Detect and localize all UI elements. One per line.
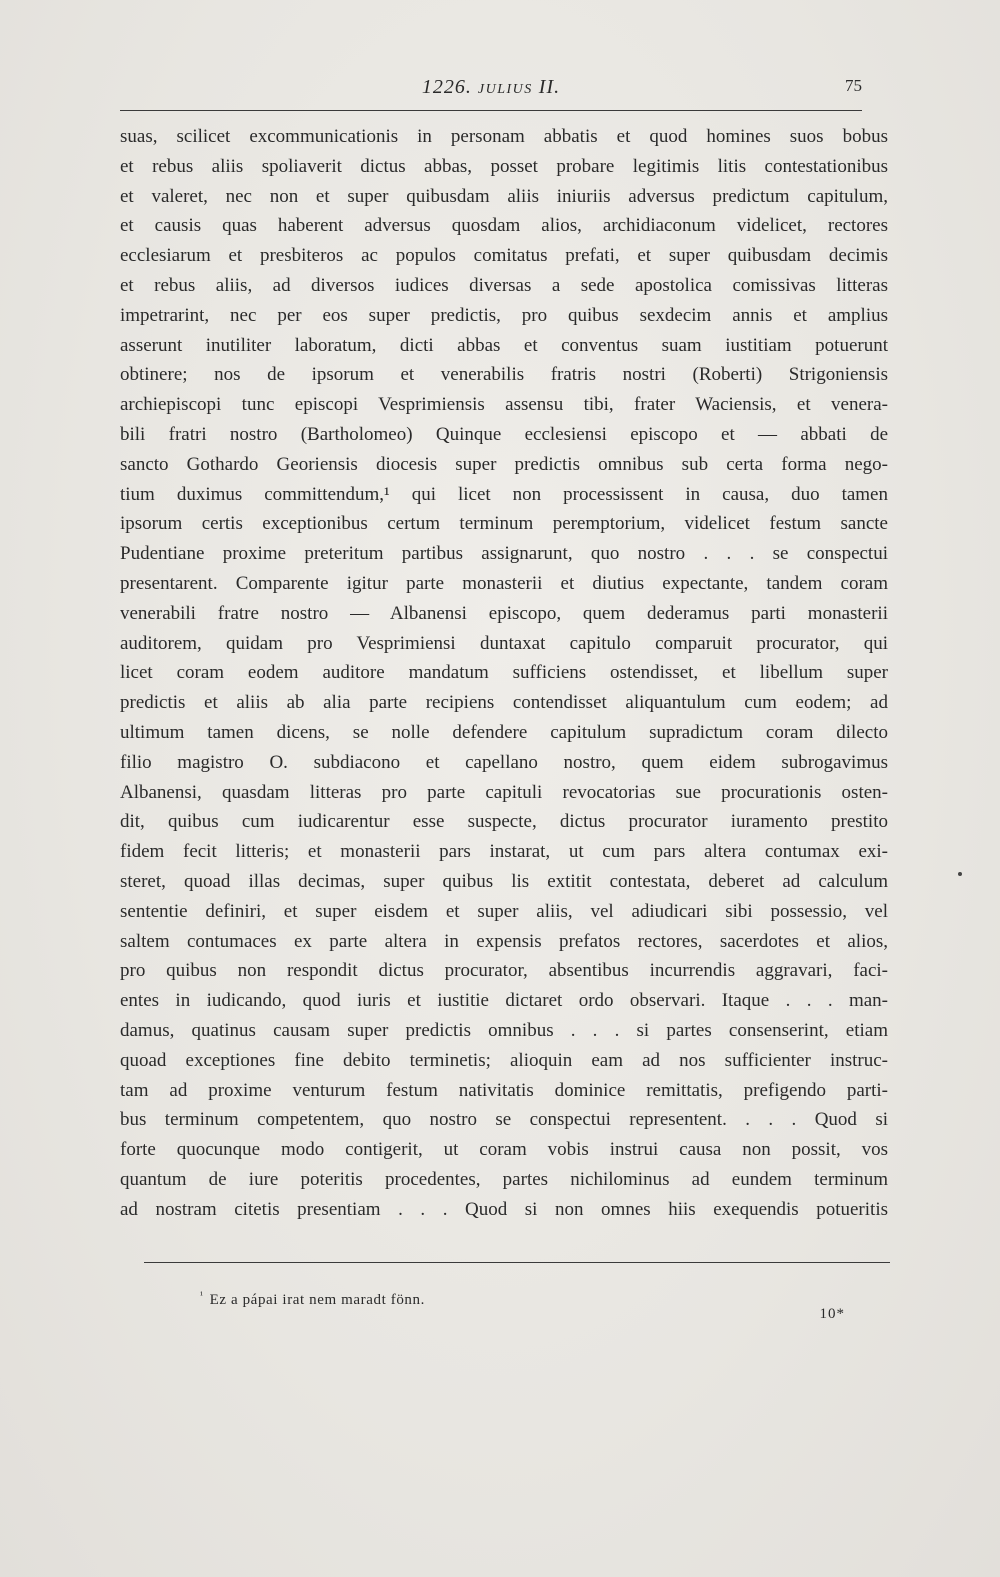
running-title [120, 76, 862, 99]
text-line: bili fratri nostro (Bartholomeo) Quinque ecclesiensi episcopo et — abbati de [120, 423, 888, 445]
body-text [120, 122, 888, 1224]
text-line: sancto Gothardo Georiensis diocesis super predictis omnibus sub certa forma nego- [120, 453, 888, 475]
text-line: quantum de iure poteritis procedentes, partes nichilominus ad eundem terminum [120, 1168, 888, 1190]
text-line: entes in iudicando, quod iuris et iustitie dictaret ordo observari. Itaque . . . man- [120, 990, 888, 1012]
text-line: ultimum tamen dicens, se nolle defendere capitulum supradictum coram dilecto [120, 721, 888, 743]
text-line: quoad exceptiones fine debito terminetis; alioquin eam ad nos sufficienter instruc- [120, 1049, 888, 1071]
text-line: predictis et aliis ab alia parte recipiens contendisset aliquantulum cum eodem; ad [120, 692, 888, 714]
footnote [200, 1290, 425, 1309]
text-line: presentarent. Comparente igitur parte monasterii et diutius expectante, tandem coram [120, 572, 888, 594]
text-line: Albanensi, quasdam litteras pro parte capituli revocatorias sue procurationis osten- [120, 781, 888, 803]
text-line: obtinere; nos de ipsorum et venerabilis fratris nostri (Roberti) Strigoniensis [120, 364, 888, 386]
header-month: JULIUS [477, 82, 533, 97]
text-line: impetrarint, nec per eos super predictis, pro quibus sexdecim annis et amplius [120, 304, 888, 326]
text-line: dit, quibus cum iudicarentur esse suspecte, dictus procurator iuramento prestito [120, 811, 888, 833]
text-line: ecclesiarum et presbiteros ac populos comitatus prefati, et super quibusdam decimis [120, 245, 888, 267]
header-roman: II. [538, 76, 561, 98]
text-line: forte quocunque modo contigerit, ut coram vobis instrui causa non possit, vos [120, 1139, 888, 1161]
text-line: ipsorum certis exceptionibus certum terminum peremptorium, videlicet festum sancte [120, 513, 888, 535]
text-line: et rebus aliis, ad diversos iudices diversas a sede apostolica comissivas litteras [120, 274, 888, 296]
text-line: fidem fecit litteris; et monasterii pars instarat, ut cum pars altera contumax exi- [120, 841, 888, 863]
header-rule [120, 110, 862, 111]
running-head [120, 76, 862, 102]
text-line: auditorem, quidam pro Vesprimiensi duntaxat capitulo comparuit procurator, qui [120, 632, 888, 654]
text-line: bus terminum competentem, quo nostro se conspectui representent. . . . Quod si [120, 1109, 888, 1131]
text-line: filio magistro O. subdiacono et capellano nostro, quem eidem subrogavimus [120, 751, 888, 773]
text-line: steret, quoad illas decimas, super quibus lis extitit contestata, deberet ad calculum [120, 870, 888, 892]
text-line: damus, quatinus causam super predictis omnibus . . . si partes consenserint, etiam [120, 1019, 888, 1041]
text-line: sententie definiri, et super eisdem et super aliis, vel adiudicari sibi possessio, vel [120, 900, 888, 922]
footnote-rule [144, 1262, 890, 1263]
text-line: et rebus aliis spoliaverit dictus abbas, posset probare legitimis litis contestationibus [120, 155, 888, 177]
text-line: licet coram eodem auditore mandatum sufficiens ostendisset, et libellum super [120, 662, 888, 684]
text-line: ad nostram citetis presentiam . . . Quod si non omnes hiis exequendis potueritis [120, 1198, 888, 1220]
signature-mark: 10* [819, 1306, 845, 1322]
text-line: saltem contumaces ex parte altera in expensis prefatos rectores, sacerdotes et alios, [120, 930, 888, 952]
header-year: 1226. [421, 76, 472, 98]
text-line: et valeret, nec non et super quibusdam aliis iniuriis adversus predictum capitulum, [120, 185, 888, 207]
text-line: asserunt inutiliter laboratum, dicti abbas et conventus suam iustitiam potuerunt [120, 334, 888, 356]
text-line: pro quibus non respondit dictus procurator, absentibus incurrendis aggravari, faci- [120, 960, 888, 982]
page-number: 75 [845, 76, 862, 95]
footnote-text: Ez a pápai irat nem maradt fönn. [209, 1292, 425, 1308]
text-line: tam ad proxime venturum festum nativitatis dominice remittatis, prefigendo parti- [120, 1079, 888, 1101]
text-line: archiepiscopi tunc episcopi Vesprimiensis assensu tibi, frater Waciensis, et venera- [120, 394, 888, 416]
text-line: venerabili fratre nostro — Albanensi episcopo, quem dederamus parti monasterii [120, 602, 888, 624]
footnote-marker: ¹ [200, 1290, 204, 1301]
text-line: suas, scilicet excommunicationis in personam abbatis et quod homines suos bobus [120, 126, 888, 147]
text-line: tium duximus committendum,¹ qui licet non processissent in causa, duo tamen [120, 483, 888, 505]
text-line: Pudentiane proxime preteritum partibus assignarunt, quo nostro . . . se conspectui [120, 543, 888, 565]
ink-speck [958, 872, 962, 876]
text-line: et causis quas haberent adversus quosdam alios, archidiaconum videlicet, rectores [120, 215, 888, 237]
